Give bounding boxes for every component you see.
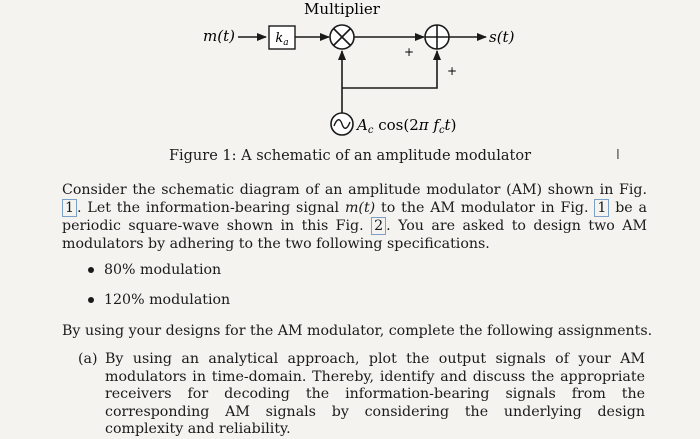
assignments-intro: By using your designs for the AM modulator, complete the following assignments. [62, 323, 653, 339]
bullet-dot [88, 267, 94, 273]
para-part2: . Let the information-bearing signal [77, 200, 345, 216]
para-part4: be a periodic square-wave shown in this Fig. [62, 200, 647, 234]
gain-label: $k_a$ [275, 31, 289, 48]
bullet-item [88, 292, 230, 308]
multiplier-symbol [330, 25, 354, 49]
problem-paragraph [62, 181, 647, 253]
bullet-item [88, 262, 221, 278]
para-part5: . You are asked to design two AM modulators by adhering to the two following specifications. [62, 218, 647, 252]
bullet-text: 120% modulation [104, 292, 231, 308]
figure-caption [0, 148, 700, 164]
figure-ref-2[interactable]: 2 [371, 217, 386, 235]
para-part1: Consider the schematic diagram of an amplitude modulator (AM) shown in Fig. [62, 182, 647, 198]
text-cursor-marker: I [616, 148, 620, 163]
carrier-label: $A_c$ cos(2π $f_ct$) [357, 116, 457, 136]
signal-symbol: m(t) [344, 200, 376, 216]
figure-ref-1[interactable]: 1 [62, 199, 77, 217]
plus-sign-2: + [447, 64, 458, 78]
item-label: (a) [78, 351, 98, 367]
output-signal-label: s(t) [489, 28, 515, 46]
multiplier-label: Multiplier [304, 0, 380, 18]
adder-symbol [425, 25, 449, 49]
input-signal-label: m(t) [203, 27, 235, 45]
am-modulator-diagram [0, 0, 700, 145]
carrier-source-symbol [331, 113, 353, 135]
item-text: By using an analytical approach, plot the output signals of your AM modulators in time-domain. Thereby, identify and discuss the appropriate receivers for decoding the information-bearing signals from the corresponding AM signals by considering the underlying design complexity and reliability. [105, 351, 645, 437]
plus-sign-1: + [404, 45, 415, 59]
bullet-dot [88, 297, 94, 303]
caption-text: Figure 1: A schematic of an amplitude modulator [168, 148, 532, 164]
bullet-text: 80% modulation [104, 262, 222, 278]
para-part3: to the AM modulator in Fig. [375, 200, 595, 216]
figure-ref-1b[interactable]: 1 [594, 199, 609, 217]
